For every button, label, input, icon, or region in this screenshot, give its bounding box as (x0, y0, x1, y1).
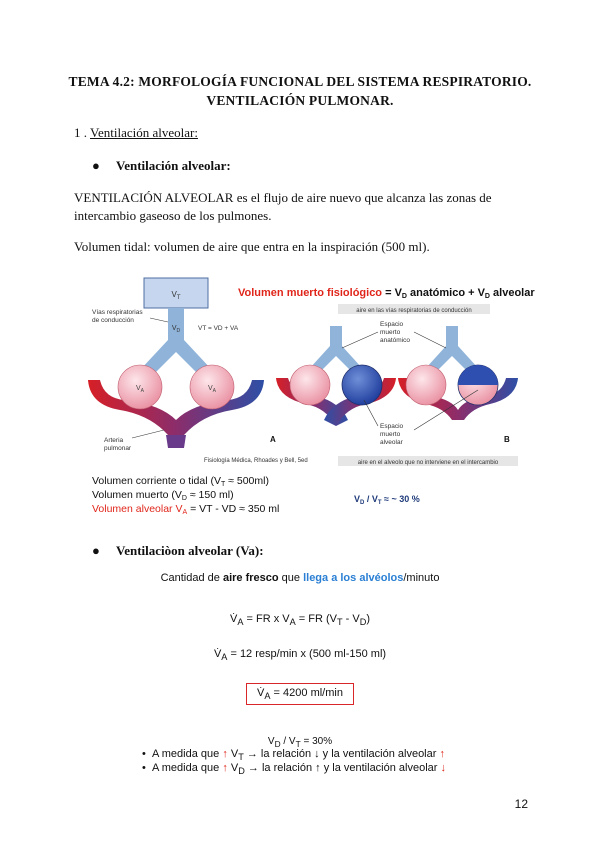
vd-label: $V_D$ (171, 325, 181, 334)
bullet-dot-2: ● (92, 543, 100, 558)
volume-alveolar-line: Volumen alveolar VA = VT - VD ≈ 350 ml (92, 503, 280, 516)
list-bullet: • (142, 748, 152, 760)
espacio-anatomico-1: Espacio (380, 321, 404, 328)
page-number: 12 (514, 797, 528, 811)
panel-a-alveolus-1 (290, 365, 330, 405)
list-item-vt: • A medida que ↑ $V_T$ → la relación ↓ y la ventilación alveolar ↑ (142, 748, 445, 763)
section-number: 1 . (74, 125, 87, 140)
section-heading (74, 125, 198, 141)
ratio-label: $V_D / V_T$ ≈ ~ 30 % (354, 494, 420, 506)
document-title (0, 72, 600, 110)
formula-ratio: $V_D / V_T = 30\%$ (267, 736, 333, 749)
conduccion-label: de conducción (92, 317, 134, 324)
list-item-vd: • A medida que ↑ $V_D$ → la relación ↑ y la ventilación alveolar ↓ (142, 762, 446, 777)
bullet-ventilacion-va (92, 543, 264, 559)
vt-label: $V_T$ (171, 290, 181, 301)
bullet-ventilacion (92, 158, 231, 174)
volume-dead-line: Volumen muerto (VD ≈ 150 ml) (92, 489, 234, 502)
va-label-2: $V_A$ (207, 385, 217, 394)
formula-2: $V̇_A = 12$ resp/min x (500 ml-150 ml) (213, 648, 387, 663)
label-a: A (270, 435, 276, 444)
result-box: $V̇_A = 4200$ ml/min (246, 683, 354, 705)
figure-source: Fisiología Médica, Rhoades y Bell, 5ed (204, 458, 308, 464)
pointer-anatomico-b (414, 332, 446, 348)
title-line-1: TEMA 4.2: MORFOLOGÍA FUNCIONAL DEL SISTEMA RESPIRATORIO. (68, 74, 532, 89)
definition-term: VENTILACIÓN ALVEOLAR (74, 190, 234, 205)
definition-rest: es el flujo de aire nuevo que alcanza las zonas de intercambio gaseoso de los pulmones. (74, 190, 492, 223)
title-line-2: VENTILACIÓN PULMONAR. (206, 93, 394, 108)
espacio-anatomico-3: anatómico (380, 337, 410, 344)
bullet-text: Ventilación alveolar: (116, 158, 231, 173)
volume-tidal-line: Volumen corriente o tidal (VT ≈ 500ml) (92, 475, 269, 488)
vias-pointer (150, 318, 168, 322)
definition-paragraph (74, 189, 534, 225)
arteria-pointer (132, 430, 164, 438)
vt-equation: VT = VD + VA (198, 325, 239, 332)
ventilation-figure (80, 270, 535, 520)
banner-top-text: aire en las vías respiratorias de conducción (356, 308, 472, 314)
formula-intro: Cantidad de aire fresco que llega a los alvéolos/minuto (160, 572, 440, 584)
left-artery-stem (166, 435, 186, 448)
pointer-alveolar-a (364, 400, 378, 426)
bullet-text-2: Ventilaciòon alveolar (Va): (116, 543, 264, 558)
espacio-alveolar-1: Espacio (380, 423, 404, 430)
vias-label: Vías respiratorias (92, 309, 143, 316)
formula-3 (0, 683, 600, 705)
tidal-volume-line: Volumen tidal: volumen de aire que entra en la inspiración (500 ml). (74, 239, 430, 254)
arteria-label: Arteria (104, 437, 124, 444)
figure-headline: Volumen muerto fisiológico = VD anatómico + VD alveolar (238, 287, 535, 300)
va-label-1: $V_A$ (135, 385, 145, 394)
panel-b-alveolus-1 (406, 365, 446, 405)
pointer-anatomico-a (342, 332, 378, 348)
espacio-alveolar-3: alveolar (380, 439, 403, 446)
bullet-dot: ● (92, 158, 100, 173)
pulmonar-label: pulmonar (104, 445, 132, 452)
left-blood-vessel (88, 380, 264, 435)
formula-1: $V̇_A$ = FR x $V_A$ = FR $(V_T - V_D)$ (230, 613, 370, 628)
list-bullet: • (142, 762, 152, 774)
banner-bottom-text: aire en el alveolo que no interviene en el intercambio (357, 460, 499, 466)
espacio-anatomico-2: muerto (380, 329, 401, 336)
label-b: B (504, 435, 510, 444)
section-heading-text: Ventilación alveolar: (90, 125, 198, 140)
panel-a-alveolus-dead (342, 365, 382, 405)
headline-red: Volumen muerto fisiológico (238, 287, 383, 299)
espacio-alveolar-2: muerto (380, 431, 401, 438)
